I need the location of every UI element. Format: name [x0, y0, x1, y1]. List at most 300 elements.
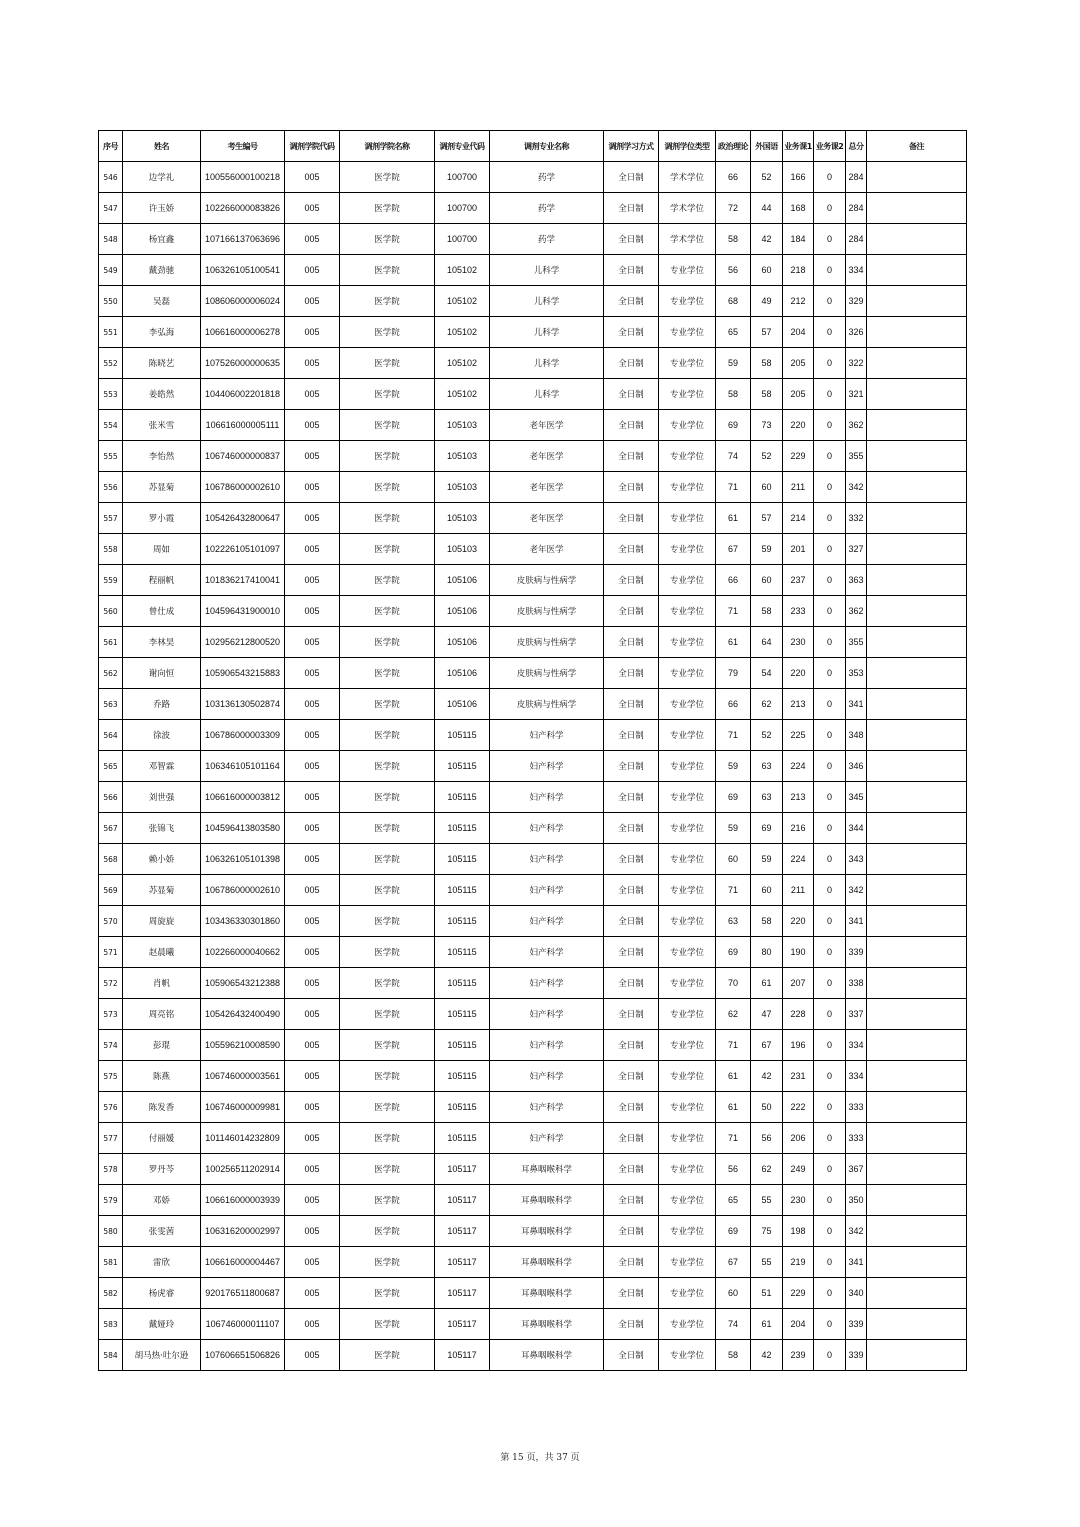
cell-exam-id: 104596413803580 [201, 813, 285, 844]
cell-total: 355 [846, 441, 867, 472]
cell-politics: 67 [716, 534, 751, 565]
cell-major-name: 儿科学 [490, 348, 604, 379]
cell-degree-type: 专业学位 [659, 906, 716, 937]
cell-name: 张锦飞 [123, 813, 201, 844]
cell-degree-type: 专业学位 [659, 1061, 716, 1092]
cell-major-code: 105102 [435, 317, 490, 348]
header-col-college-name: 调剂学院名称 [340, 131, 435, 162]
cell-subject-2: 0 [814, 379, 846, 410]
table-row [99, 1061, 967, 1092]
cell-name: 陈晓艺 [123, 348, 201, 379]
cell-exam-id: 105426432400490 [201, 999, 285, 1030]
cell-total: 284 [846, 193, 867, 224]
table-row [99, 379, 967, 410]
cell-subject-2: 0 [814, 906, 846, 937]
cell-major-code: 105117 [435, 1185, 490, 1216]
cell-total: 338 [846, 968, 867, 999]
cell-major-name: 耳鼻咽喉科学 [490, 1247, 604, 1278]
cell-subject-1: 196 [783, 1030, 814, 1061]
cell-degree-type: 专业学位 [659, 999, 716, 1030]
cell-subject-2: 0 [814, 751, 846, 782]
table-row [99, 751, 967, 782]
cell-remarks [867, 317, 967, 348]
cell-remarks [867, 1247, 967, 1278]
cell-college-code: 005 [285, 658, 340, 689]
cell-major-code: 105103 [435, 534, 490, 565]
cell-exam-id: 101836217410041 [201, 565, 285, 596]
cell-degree-type: 专业学位 [659, 1216, 716, 1247]
cell-foreign-lang: 52 [751, 441, 783, 472]
cell-seq: 580 [99, 1216, 123, 1247]
cell-subject-2: 0 [814, 1278, 846, 1309]
cell-college-code: 005 [285, 782, 340, 813]
cell-degree-type: 专业学位 [659, 441, 716, 472]
cell-foreign-lang: 44 [751, 193, 783, 224]
cell-study-mode: 全日制 [604, 224, 659, 255]
cell-college-code: 005 [285, 193, 340, 224]
cell-seq: 583 [99, 1309, 123, 1340]
cell-subject-2: 0 [814, 317, 846, 348]
cell-college-code: 005 [285, 1092, 340, 1123]
table-row [99, 1278, 967, 1309]
cell-degree-type: 学术学位 [659, 224, 716, 255]
cell-major-code: 105115 [435, 906, 490, 937]
cell-major-name: 儿科学 [490, 379, 604, 410]
cell-college-code: 005 [285, 1309, 340, 1340]
table-row [99, 627, 967, 658]
cell-major-code: 105115 [435, 782, 490, 813]
cell-subject-2: 0 [814, 813, 846, 844]
cell-foreign-lang: 63 [751, 751, 783, 782]
table-row [99, 1185, 967, 1216]
cell-college-name: 医学院 [340, 379, 435, 410]
cell-seq: 556 [99, 472, 123, 503]
table-row [99, 286, 967, 317]
cell-subject-1: 204 [783, 317, 814, 348]
cell-major-name: 妇产科学 [490, 813, 604, 844]
cell-foreign-lang: 59 [751, 844, 783, 875]
cell-remarks [867, 534, 967, 565]
cell-subject-1: 212 [783, 286, 814, 317]
cell-college-name: 医学院 [340, 937, 435, 968]
cell-subject-1: 230 [783, 627, 814, 658]
cell-college-name: 医学院 [340, 720, 435, 751]
cell-seq: 576 [99, 1092, 123, 1123]
table-row [99, 1247, 967, 1278]
cell-total: 339 [846, 1309, 867, 1340]
table-row [99, 565, 967, 596]
cell-exam-id: 106616000003812 [201, 782, 285, 813]
cell-total: 327 [846, 534, 867, 565]
cell-remarks [867, 813, 967, 844]
cell-degree-type: 专业学位 [659, 1340, 716, 1371]
cell-study-mode: 全日制 [604, 844, 659, 875]
cell-total: 334 [846, 255, 867, 286]
cell-seq: 578 [99, 1154, 123, 1185]
cell-college-code: 005 [285, 596, 340, 627]
cell-foreign-lang: 73 [751, 410, 783, 441]
cell-foreign-lang: 47 [751, 999, 783, 1030]
cell-study-mode: 全日制 [604, 255, 659, 286]
cell-exam-id: 106786000002610 [201, 875, 285, 906]
cell-subject-1: 213 [783, 782, 814, 813]
cell-college-name: 医学院 [340, 1092, 435, 1123]
cell-foreign-lang: 54 [751, 658, 783, 689]
cell-college-code: 005 [285, 1278, 340, 1309]
cell-study-mode: 全日制 [604, 317, 659, 348]
cell-degree-type: 专业学位 [659, 503, 716, 534]
cell-degree-type: 专业学位 [659, 379, 716, 410]
cell-remarks [867, 1278, 967, 1309]
cell-politics: 60 [716, 844, 751, 875]
cell-subject-2: 0 [814, 286, 846, 317]
cell-study-mode: 全日制 [604, 999, 659, 1030]
cell-degree-type: 专业学位 [659, 875, 716, 906]
cell-remarks [867, 1309, 967, 1340]
cell-total: 339 [846, 1340, 867, 1371]
cell-study-mode: 全日制 [604, 1030, 659, 1061]
cell-seq: 567 [99, 813, 123, 844]
cell-major-code: 105115 [435, 751, 490, 782]
table-row [99, 472, 967, 503]
cell-exam-id: 107606651506826 [201, 1340, 285, 1371]
cell-politics: 65 [716, 317, 751, 348]
cell-subject-1: 184 [783, 224, 814, 255]
cell-foreign-lang: 56 [751, 1123, 783, 1154]
cell-college-code: 005 [285, 255, 340, 286]
cell-major-code: 105117 [435, 1247, 490, 1278]
header-col-remarks: 备注 [867, 131, 967, 162]
cell-subject-2: 0 [814, 658, 846, 689]
cell-college-name: 医学院 [340, 875, 435, 906]
cell-exam-id: 104406002201818 [201, 379, 285, 410]
cell-major-name: 妇产科学 [490, 999, 604, 1030]
table-row [99, 534, 967, 565]
table-header [99, 131, 967, 162]
cell-college-code: 005 [285, 534, 340, 565]
cell-major-code: 105117 [435, 1309, 490, 1340]
cell-foreign-lang: 80 [751, 937, 783, 968]
cell-study-mode: 全日制 [604, 1061, 659, 1092]
cell-politics: 66 [716, 689, 751, 720]
cell-total: 363 [846, 565, 867, 596]
cell-seq: 579 [99, 1185, 123, 1216]
cell-study-mode: 全日制 [604, 348, 659, 379]
cell-study-mode: 全日制 [604, 472, 659, 503]
cell-remarks [867, 1123, 967, 1154]
cell-study-mode: 全日制 [604, 596, 659, 627]
cell-politics: 63 [716, 906, 751, 937]
cell-college-code: 005 [285, 441, 340, 472]
cell-major-name: 耳鼻咽喉科学 [490, 1340, 604, 1371]
cell-name: 许玉娇 [123, 193, 201, 224]
cell-study-mode: 全日制 [604, 193, 659, 224]
cell-foreign-lang: 62 [751, 689, 783, 720]
cell-study-mode: 全日制 [604, 906, 659, 937]
cell-subject-2: 0 [814, 689, 846, 720]
cell-exam-id: 102226105101097 [201, 534, 285, 565]
cell-college-code: 005 [285, 348, 340, 379]
cell-exam-id: 107166137063696 [201, 224, 285, 255]
header-row [99, 131, 967, 162]
table-row [99, 875, 967, 906]
cell-total: 339 [846, 937, 867, 968]
cell-subject-1: 211 [783, 875, 814, 906]
cell-remarks [867, 255, 967, 286]
cell-study-mode: 全日制 [604, 782, 659, 813]
cell-exam-id: 105906543215883 [201, 658, 285, 689]
cell-major-name: 妇产科学 [490, 875, 604, 906]
cell-politics: 71 [716, 720, 751, 751]
cell-subject-1: 224 [783, 751, 814, 782]
cell-college-code: 005 [285, 844, 340, 875]
cell-major-code: 105115 [435, 875, 490, 906]
cell-seq: 558 [99, 534, 123, 565]
cell-study-mode: 全日制 [604, 1247, 659, 1278]
cell-seq: 575 [99, 1061, 123, 1092]
header-col-major-name: 调剂专业名称 [490, 131, 604, 162]
cell-degree-type: 学术学位 [659, 162, 716, 193]
cell-college-name: 医学院 [340, 999, 435, 1030]
cell-college-name: 医学院 [340, 1340, 435, 1371]
cell-college-code: 005 [285, 317, 340, 348]
cell-name: 曾仕成 [123, 596, 201, 627]
cell-name: 张雯茜 [123, 1216, 201, 1247]
cell-major-name: 妇产科学 [490, 906, 604, 937]
cell-total: 362 [846, 596, 867, 627]
cell-foreign-lang: 58 [751, 906, 783, 937]
cell-name: 徐波 [123, 720, 201, 751]
cell-total: 353 [846, 658, 867, 689]
cell-major-name: 老年医学 [490, 472, 604, 503]
cell-major-name: 妇产科学 [490, 937, 604, 968]
cell-exam-id: 106746000000837 [201, 441, 285, 472]
cell-politics: 58 [716, 379, 751, 410]
cell-exam-id: 105596210008590 [201, 1030, 285, 1061]
cell-major-name: 儿科学 [490, 317, 604, 348]
cell-degree-type: 专业学位 [659, 658, 716, 689]
cell-major-code: 105103 [435, 410, 490, 441]
cell-subject-1: 214 [783, 503, 814, 534]
cell-politics: 74 [716, 441, 751, 472]
cell-remarks [867, 782, 967, 813]
cell-subject-1: 228 [783, 999, 814, 1030]
cell-name: 周旋旋 [123, 906, 201, 937]
cell-remarks [867, 596, 967, 627]
cell-name: 边学礼 [123, 162, 201, 193]
cell-exam-id: 106616000003939 [201, 1185, 285, 1216]
cell-politics: 61 [716, 1061, 751, 1092]
table-row [99, 813, 967, 844]
table-row [99, 1216, 967, 1247]
cell-seq: 569 [99, 875, 123, 906]
cell-major-code: 105115 [435, 844, 490, 875]
cell-major-name: 妇产科学 [490, 751, 604, 782]
cell-exam-id: 106746000011107 [201, 1309, 285, 1340]
cell-college-code: 005 [285, 1154, 340, 1185]
table-row [99, 720, 967, 751]
cell-college-name: 医学院 [340, 627, 435, 658]
cell-seq: 563 [99, 689, 123, 720]
cell-total: 350 [846, 1185, 867, 1216]
cell-total: 326 [846, 317, 867, 348]
cell-name: 陈发香 [123, 1092, 201, 1123]
cell-politics: 61 [716, 627, 751, 658]
cell-college-code: 005 [285, 224, 340, 255]
cell-subject-1: 237 [783, 565, 814, 596]
cell-exam-id: 920176511800687 [201, 1278, 285, 1309]
cell-subject-2: 0 [814, 162, 846, 193]
cell-exam-id: 106616000005111 [201, 410, 285, 441]
cell-subject-1: 229 [783, 441, 814, 472]
cell-remarks [867, 689, 967, 720]
cell-subject-1: 198 [783, 1216, 814, 1247]
table-row [99, 1123, 967, 1154]
cell-major-code: 105115 [435, 1061, 490, 1092]
cell-remarks [867, 1092, 967, 1123]
cell-study-mode: 全日制 [604, 379, 659, 410]
cell-exam-id: 103436330301860 [201, 906, 285, 937]
table-row [99, 317, 967, 348]
cell-total: 284 [846, 162, 867, 193]
cell-subject-2: 0 [814, 534, 846, 565]
header-col-total: 总分 [846, 131, 867, 162]
cell-major-name: 耳鼻咽喉科学 [490, 1216, 604, 1247]
cell-seq: 562 [99, 658, 123, 689]
cell-exam-id: 106316200002997 [201, 1216, 285, 1247]
table-row [99, 906, 967, 937]
cell-total: 334 [846, 1030, 867, 1061]
cell-college-name: 医学院 [340, 317, 435, 348]
cell-college-code: 005 [285, 1123, 340, 1154]
table-row [99, 658, 967, 689]
cell-foreign-lang: 52 [751, 162, 783, 193]
cell-college-name: 医学院 [340, 565, 435, 596]
cell-degree-type: 学术学位 [659, 193, 716, 224]
cell-politics: 71 [716, 875, 751, 906]
cell-total: 334 [846, 1061, 867, 1092]
cell-foreign-lang: 42 [751, 1340, 783, 1371]
cell-study-mode: 全日制 [604, 1216, 659, 1247]
cell-name: 赖小娇 [123, 844, 201, 875]
cell-major-code: 105103 [435, 503, 490, 534]
cell-exam-id: 101146014232809 [201, 1123, 285, 1154]
cell-degree-type: 专业学位 [659, 286, 716, 317]
cell-total: 337 [846, 999, 867, 1030]
cell-major-name: 妇产科学 [490, 720, 604, 751]
cell-study-mode: 全日制 [604, 503, 659, 534]
cell-subject-2: 0 [814, 844, 846, 875]
cell-name: 乔路 [123, 689, 201, 720]
cell-foreign-lang: 51 [751, 1278, 783, 1309]
cell-name: 赵晨曦 [123, 937, 201, 968]
header-col-name: 姓名 [123, 131, 201, 162]
cell-remarks [867, 1340, 967, 1371]
cell-exam-id: 106746000009981 [201, 1092, 285, 1123]
cell-name: 彭琨 [123, 1030, 201, 1061]
cell-college-name: 医学院 [340, 658, 435, 689]
cell-subject-2: 0 [814, 410, 846, 441]
cell-name: 杨虎睿 [123, 1278, 201, 1309]
cell-politics: 60 [716, 1278, 751, 1309]
cell-seq: 547 [99, 193, 123, 224]
cell-name: 刘世强 [123, 782, 201, 813]
table-row [99, 968, 967, 999]
cell-subject-1: 218 [783, 255, 814, 286]
cell-college-name: 医学院 [340, 1123, 435, 1154]
cell-major-code: 105102 [435, 348, 490, 379]
cell-foreign-lang: 59 [751, 534, 783, 565]
cell-exam-id: 100256511202914 [201, 1154, 285, 1185]
cell-major-name: 妇产科学 [490, 1030, 604, 1061]
cell-major-name: 妇产科学 [490, 1092, 604, 1123]
cell-name: 苏显菊 [123, 472, 201, 503]
cell-subject-1: 231 [783, 1061, 814, 1092]
cell-subject-2: 0 [814, 1247, 846, 1278]
cell-seq: 572 [99, 968, 123, 999]
cell-foreign-lang: 42 [751, 224, 783, 255]
cell-subject-1: 205 [783, 379, 814, 410]
table-row [99, 410, 967, 441]
cell-politics: 71 [716, 1123, 751, 1154]
cell-exam-id: 103136130502874 [201, 689, 285, 720]
cell-major-name: 耳鼻咽喉科学 [490, 1154, 604, 1185]
header-col-seq: 序号 [99, 131, 123, 162]
cell-seq: 548 [99, 224, 123, 255]
cell-total: 362 [846, 410, 867, 441]
cell-study-mode: 全日制 [604, 813, 659, 844]
cell-college-code: 005 [285, 875, 340, 906]
cell-remarks [867, 968, 967, 999]
table-row [99, 689, 967, 720]
cell-subject-2: 0 [814, 1154, 846, 1185]
cell-degree-type: 专业学位 [659, 1185, 716, 1216]
table-row [99, 503, 967, 534]
cell-subject-1: 230 [783, 1185, 814, 1216]
cell-name: 胡马热·吐尔逊 [123, 1340, 201, 1371]
cell-remarks [867, 999, 967, 1030]
cell-seq: 571 [99, 937, 123, 968]
cell-major-code: 105115 [435, 720, 490, 751]
cell-college-name: 医学院 [340, 1061, 435, 1092]
cell-college-code: 005 [285, 1185, 340, 1216]
cell-subject-1: 206 [783, 1123, 814, 1154]
cell-remarks [867, 1185, 967, 1216]
cell-foreign-lang: 55 [751, 1247, 783, 1278]
cell-subject-2: 0 [814, 1030, 846, 1061]
cell-degree-type: 专业学位 [659, 720, 716, 751]
cell-subject-1: 201 [783, 534, 814, 565]
cell-total: 322 [846, 348, 867, 379]
cell-degree-type: 专业学位 [659, 410, 716, 441]
table-row [99, 596, 967, 627]
cell-college-name: 医学院 [340, 906, 435, 937]
cell-foreign-lang: 58 [751, 379, 783, 410]
cell-subject-1: 249 [783, 1154, 814, 1185]
cell-subject-2: 0 [814, 782, 846, 813]
cell-total: 333 [846, 1092, 867, 1123]
cell-exam-id: 104596431900010 [201, 596, 285, 627]
cell-degree-type: 专业学位 [659, 1247, 716, 1278]
cell-remarks [867, 162, 967, 193]
cell-major-name: 皮肤病与性病学 [490, 627, 604, 658]
table-row [99, 1154, 967, 1185]
cell-major-name: 妇产科学 [490, 782, 604, 813]
cell-study-mode: 全日制 [604, 1278, 659, 1309]
cell-college-code: 005 [285, 1030, 340, 1061]
cell-politics: 69 [716, 410, 751, 441]
cell-college-name: 医学院 [340, 1185, 435, 1216]
